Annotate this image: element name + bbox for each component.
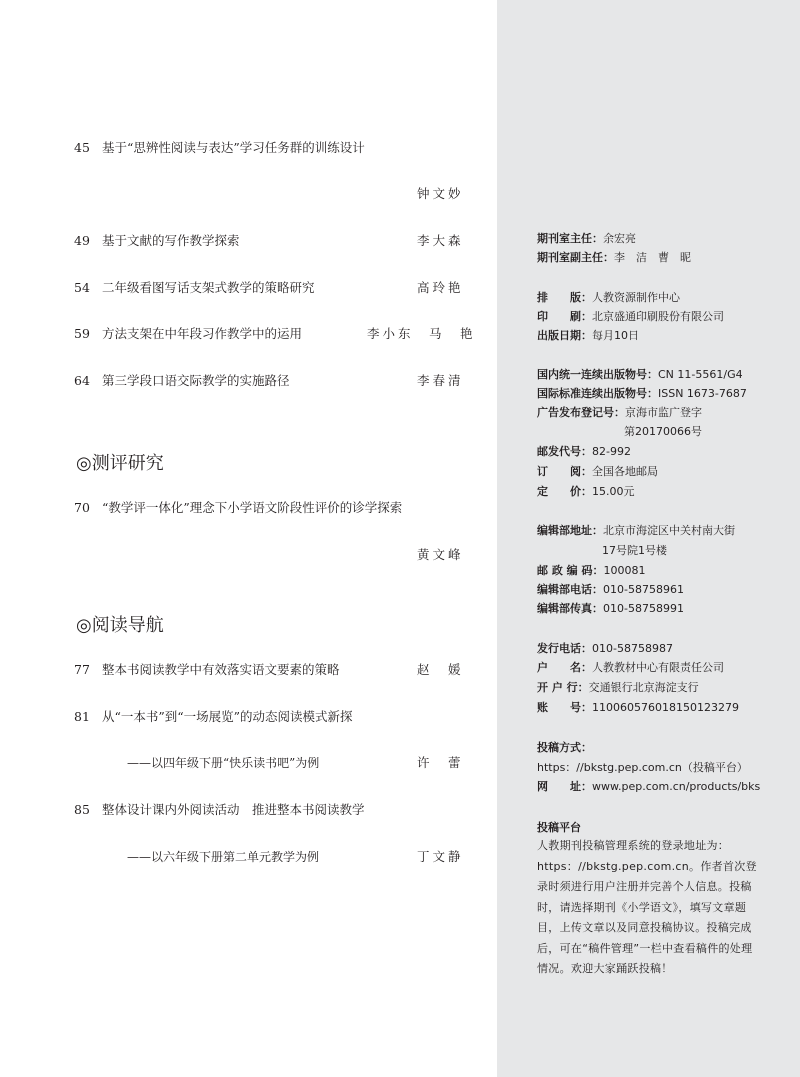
toc-page-number: 77 — [74, 662, 90, 677]
toc-author: 李小东 马 艳 — [367, 326, 476, 341]
toc-entry[interactable] — [74, 140, 365, 156]
toc-title: 基于文献的写作教学探索 — [102, 233, 240, 248]
toc-author: 丁文静 — [417, 849, 464, 864]
toc-entry[interactable] — [74, 373, 290, 389]
toc-page-number: 54 — [74, 280, 90, 295]
toc-title: 基于“思辨性阅读与表达”学习任务群的训练设计 — [102, 140, 365, 155]
distribution-phone: 发行电话：010-58758987 — [537, 642, 673, 655]
account-name: 户 名：人教教材中心有限责任公司 — [537, 661, 724, 674]
toc-title: 从“一本书”到“一场展览”的动态阅读模式新探 — [102, 709, 353, 724]
section-heading: ◎测评研究 — [76, 453, 164, 474]
toc-entry[interactable] — [74, 500, 402, 516]
toc-title: 二年级看图写话支架式教学的策略研究 — [102, 280, 315, 295]
platform-heading: 投稿平台 — [537, 821, 581, 834]
issn-number: 国际标准连续出版物号：ISSN 1673-7687 — [537, 387, 747, 400]
toc-title: 方法支架在中年段习作教学中的运用 — [102, 326, 303, 341]
ad-license: 广告发布登记号：京海市监广登字 — [537, 406, 702, 419]
toc-entry[interactable] — [74, 662, 340, 678]
toc-page-number: 85 — [74, 802, 90, 817]
toc-author: 赵 媛 — [417, 662, 464, 677]
platform-description: 人教期刊投稿管理系统的登录地址为：https：//bkstg.pep.com.cn。作者首次登录时须进行用户注册并完善个人信息。投稿时，请选择期刊《小学语文》，填写文章题目，上传文章以及同意投稿协议。投稿完成后，可在“稿件管理”一栏中查看稿件的处理情况。欢迎大家踊跃投稿！ — [537, 839, 757, 975]
toc-page-number: 70 — [74, 500, 90, 515]
toc-author: 李大森 — [417, 233, 464, 248]
toc-page-number: 81 — [74, 709, 90, 724]
printer: 印 刷：北京盛通印刷股份有限公司 — [537, 310, 724, 323]
toc-author: 李春清 — [417, 373, 464, 388]
toc-entry[interactable] — [74, 233, 240, 249]
editorial-fax: 编辑部传真：010-58758991 — [537, 602, 684, 615]
subscription: 订 阅：全国各地邮局 — [537, 465, 658, 478]
toc-page-number: 59 — [74, 326, 90, 341]
toc-entry[interactable] — [74, 802, 365, 818]
chief-editor: 期刊室主任：余宏亮 — [537, 232, 636, 245]
editorial-phone: 编辑部电话：010-58758961 — [537, 583, 684, 596]
editorial-address: 编辑部地址：北京市海淀区中关村南大街 — [537, 524, 735, 537]
section-heading: ◎阅读导航 — [76, 615, 164, 636]
toc-title: 整体设计课内外阅读活动 推进整本书阅读教学 — [102, 802, 365, 817]
toc-title: 第三学段口语交际教学的实施路径 — [102, 373, 290, 388]
account-number: 账 号：110060576018150123279 — [537, 701, 739, 714]
toc-subtitle: ——以六年级下册第二单元教学为例 — [127, 850, 320, 864]
toc-entry[interactable] — [74, 280, 315, 296]
toc-subtitle: ——以四年级下册“快乐读书吧”为例 — [127, 756, 320, 770]
toc-entry[interactable] — [74, 709, 353, 725]
submission-heading: 投稿方式： — [537, 741, 592, 754]
vice-editor: 期刊室副主任：李 洁 曹 昵 — [537, 251, 691, 264]
toc-author: 许 蕾 — [417, 755, 464, 770]
toc-author: 黄文峰 — [417, 547, 464, 562]
toc-page-number: 45 — [74, 140, 90, 155]
submission-url[interactable]: https：//bkstg.pep.com.cn（投稿平台） — [537, 761, 748, 774]
website[interactable]: 网 址：www.pep.com.cn/products/bks — [537, 780, 761, 793]
toc-author: 钟文妙 — [417, 186, 464, 201]
toc-author: 高玲艳 — [417, 280, 464, 295]
zip-code: 邮 政 编 码：100081 — [537, 564, 646, 577]
ad-license-number: 第20170066号 — [624, 425, 702, 438]
typeset: 排 版：人教资源制作中心 — [537, 291, 680, 304]
toc-title: “教学评一体化”理念下小学语文阶段性评价的诊学探索 — [102, 500, 403, 515]
toc-title: 整本书阅读教学中有效落实语文要素的策略 — [102, 662, 340, 677]
pub-date: 出版日期：每月10日 — [537, 329, 639, 342]
price: 定 价：15.00元 — [537, 485, 635, 498]
cn-number: 国内统一连续出版物号：CN 11-5561/G4 — [537, 368, 743, 381]
bank: 开 户 行：交通银行北京海淀支行 — [537, 681, 699, 694]
post-code: 邮发代号：82-992 — [537, 445, 631, 458]
toc-page-number: 49 — [74, 233, 90, 248]
toc-entry[interactable] — [74, 326, 302, 342]
toc-page-number: 64 — [74, 373, 90, 388]
editorial-address-line2: 17号院1号楼 — [602, 544, 667, 557]
